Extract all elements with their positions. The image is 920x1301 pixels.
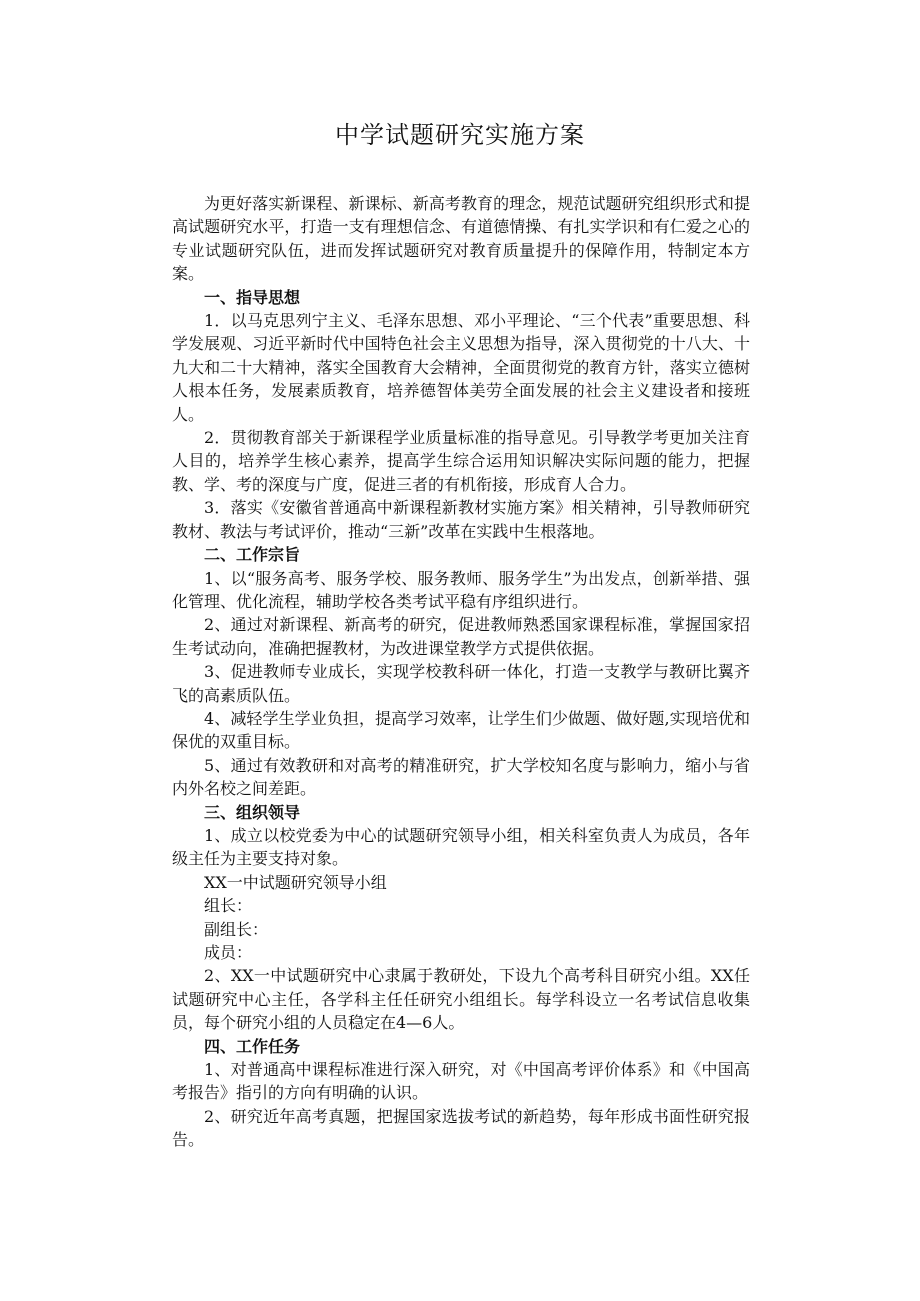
section3-paragraph-1: 1、成立以校党委为中心的试题研究领导小组，相关科室负责人为成员，各年级主任为主要支持对象。 [172, 825, 750, 869]
section2-paragraph-3: 3、促进教师专业成长，实现学校教科研一体化，打造一支教学与教研比翼齐飞的高素质队伍。 [172, 662, 750, 705]
intro-paragraph: 为更好落实新课程、新课标、新高考教育的理念，规范试题研究组织形式和提高试题研究水平，打造一支有理想信念、有道德情操、有扎实学识和有仁爱之心的专业试题研究队伍，进而发挥试题研究对教育质量提升的保障作用，特制定本方案。 [172, 194, 750, 284]
document-title: 中学试题研究实施方案 [335, 121, 585, 149]
section1-paragraph-3: 3．落实《安徽省普通高中新课程新教材实施方案》相关精神，引导教师研究教材、教法与考试评价，推动“三新”改革在实践中生根落地。 [172, 498, 750, 541]
section4-paragraph-2: 2、研究近年高考真题，把握国家选拔考试的新趋势，每年形成书面性研究报告。 [172, 1106, 750, 1150]
document-body [172, 192, 750, 1152]
section-heading-guiding-ideology: 一、指导思想 [204, 287, 301, 307]
section1-paragraph-1: 1．以马克思列宁主义、毛泽东思想、邓小平理论、“三个代表”重要思想、科学发展观、习近平新时代中国特色社会主义思想为指导，深入贯彻党的十八大、十九大和二十大精神，落实全国教育大会精神，全面贯彻党的教育方针，落实立德树人根本任务，发展素质教育，培养德智体美劳全面发展的社会主义建设者和接班人。 [172, 311, 750, 424]
section-heading-work-tasks: 四、工作任务 [204, 1036, 301, 1056]
section4-paragraph-1: 1、对普通高中课程标准进行深入研究，对《中国高考评价体系》和《中国高考报告》指引的方向有明确的认识。 [172, 1060, 750, 1103]
section2-paragraph-2: 2、通过对新课程、新高考的研究，促进教师熟悉国家课程标准，掌握国家招生考试动向，准确把握教材，为改进课堂教学方式提供依据。 [172, 615, 750, 658]
section2-paragraph-1: 1、以“服务高考、服务学校、服务教师、服务学生”为出发点，创新举措、强化管理、优化流程，辅助学校各类考试平稳有序组织进行。 [172, 568, 750, 611]
section1-paragraph-2: 2．贯彻教育部关于新课程学业质量标准的指导意见。引导教学考更加关注育人目的，培养学生核心素养，提高学生综合运用知识解决实际问题的能力，把握教、学、考的深度与广度，促进三者的有机衔接，形成育人合力。 [172, 428, 750, 494]
members-line: 成员： [204, 943, 253, 962]
leader-line: 组长： [204, 896, 253, 916]
section2-paragraph-4: 4、减轻学生学业负担，提高学习效率，让学生们少做题、做好题,实现培优和保优的双重目标。 [172, 708, 750, 752]
leadership-group-name: XX一中试题研究领导小组 [204, 872, 387, 892]
section3-paragraph-2: 2、XX一中试题研究中心隶属于教研处，下设九个高考科目研究小组。XX任试题研究中心主任，各学科主任任研究小组组长。每学科设立一名考试信息收集员，每个研究小组的人员稳定在4—6人。 [172, 966, 750, 1033]
section-heading-work-purpose: 二、工作宗旨 [204, 545, 301, 565]
section-heading-organization: 三、组织领导 [204, 802, 301, 822]
section2-paragraph-5: 5、通过有效教研和对高考的精准研究，扩大学校知名度与影响力，缩小与省内外名校之间差距。 [172, 755, 750, 799]
vice-leader-line: 副组长： [204, 919, 269, 939]
